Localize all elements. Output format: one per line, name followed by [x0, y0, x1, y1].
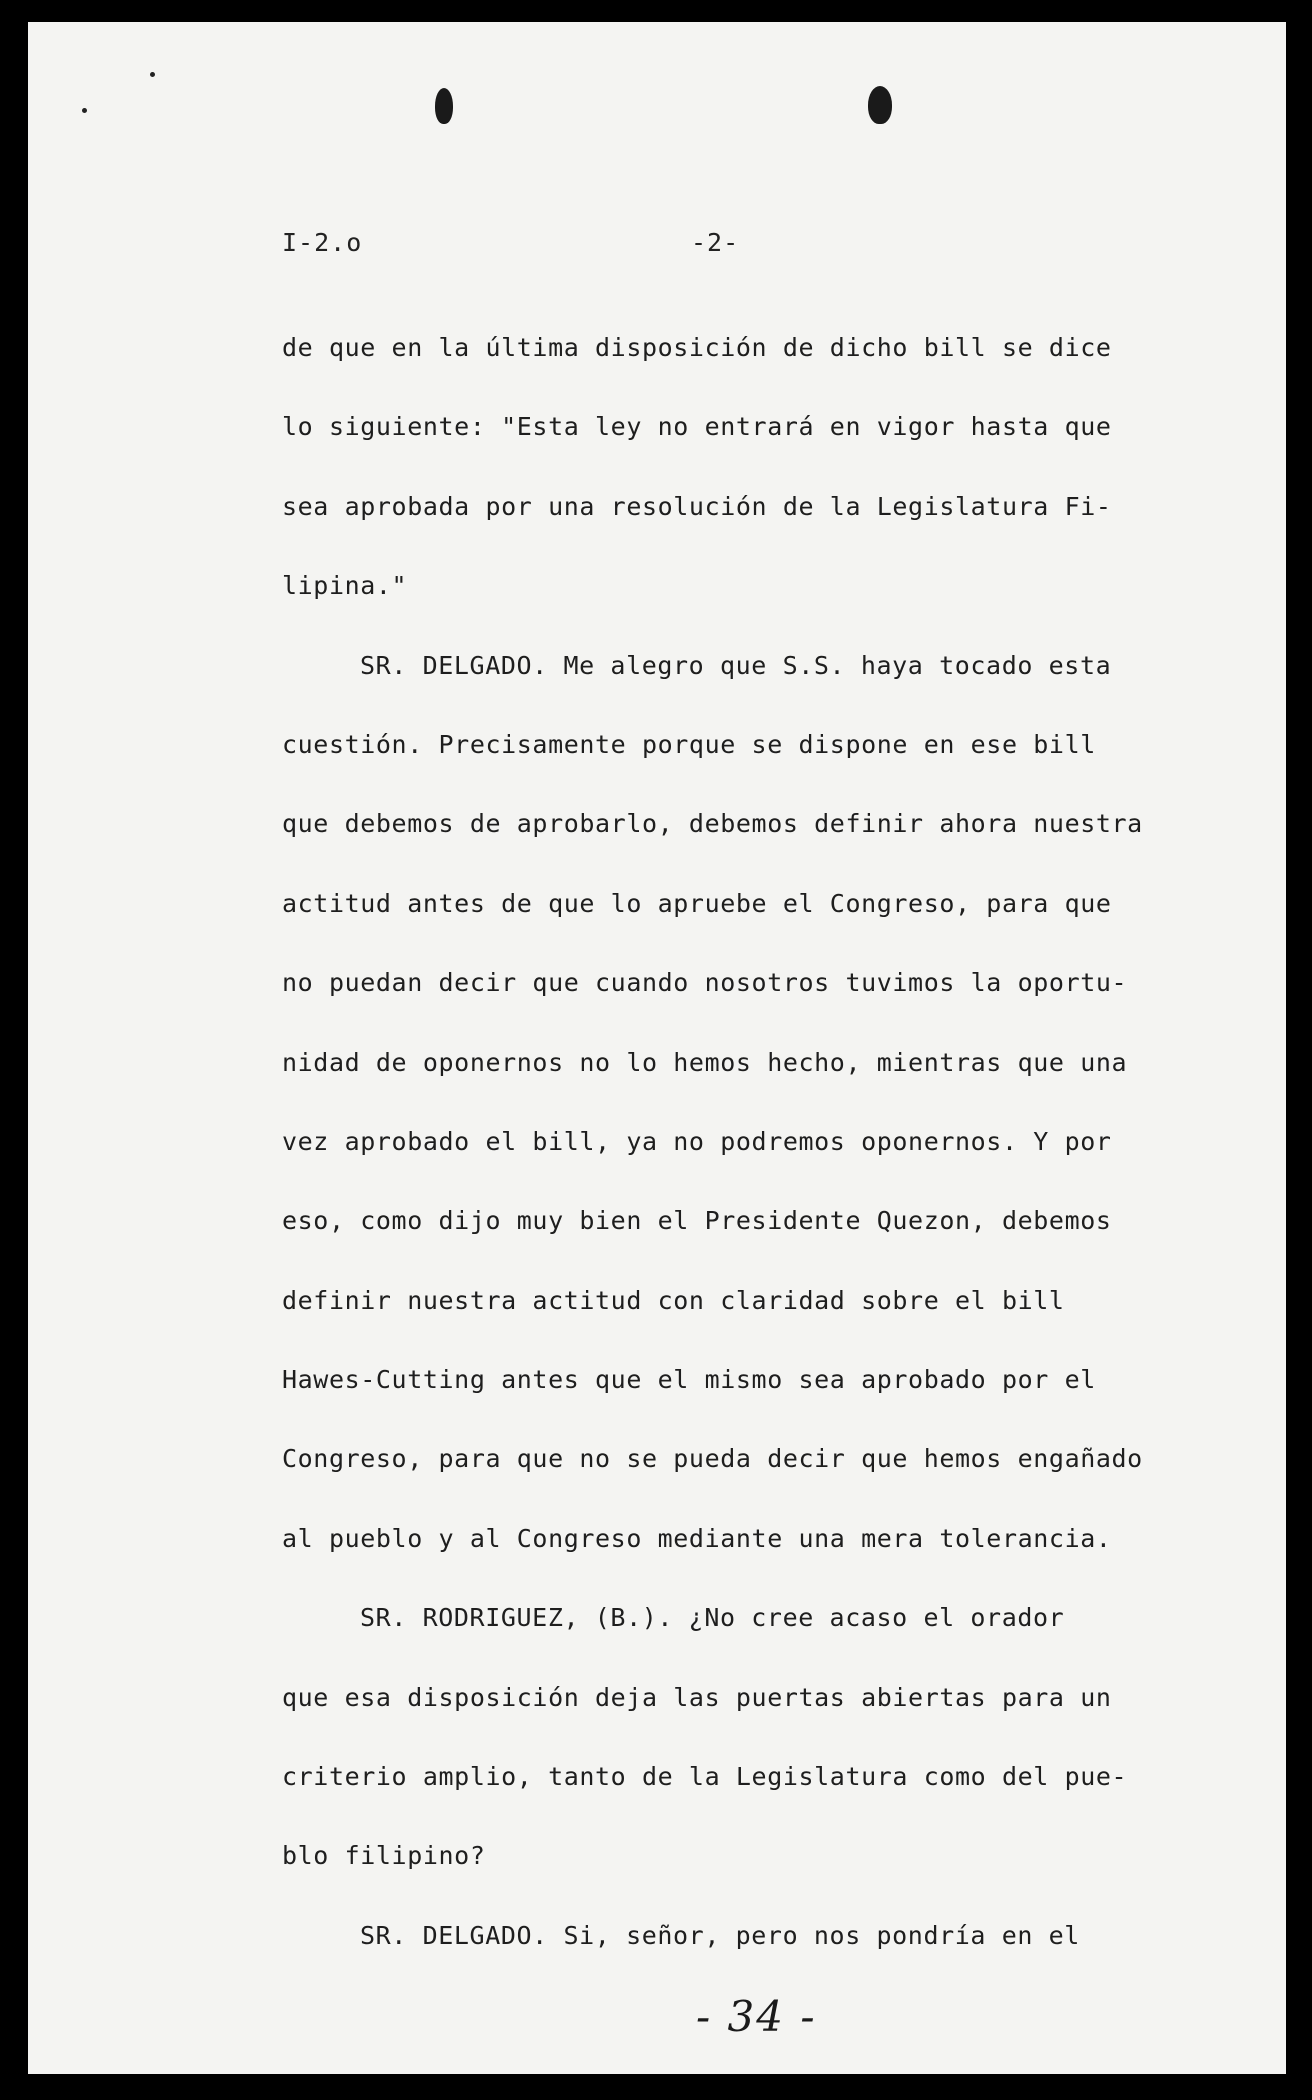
text-line: actitud antes de que lo apruebe el Congreso, para que	[282, 888, 1112, 918]
text-line: SR. DELGADO. Me alegro que S.S. haya tocado esta	[360, 650, 1112, 680]
text-line: no puedan decir que cuando nosotros tuvimos la oportu-	[282, 968, 1128, 998]
text-line: eso, como dijo muy bien el Presidente Quezon, debemos	[282, 1206, 1112, 1236]
punch-hole-left	[435, 88, 453, 124]
text-line: SR. DELGADO. Si, señor, pero nos pondría en el	[360, 1920, 1080, 1950]
text-line: nidad de oponernos no lo hemos hecho, mientras que una	[282, 1047, 1128, 1077]
text-line: definir nuestra actitud con claridad sobre el bill	[282, 1285, 1065, 1315]
text-line: blo filipino?	[282, 1841, 486, 1871]
text-line: que debemos de aprobarlo, debemos definir ahora nuestra	[282, 809, 1143, 839]
document-code: I-2.o	[282, 228, 363, 257]
ink-speck	[150, 72, 155, 77]
text-line: sea aprobada por una resolución de la Legislatura Fi-	[282, 491, 1112, 521]
handwritten-page-number: - 34 -	[696, 1992, 817, 2041]
text-line: Hawes-Cutting antes que el mismo sea aprobado por el	[282, 1365, 1096, 1395]
text-line: vez aprobado el bill, ya no podremos oponernos. Y por	[282, 1126, 1112, 1156]
text-line: criterio amplio, tanto de la Legislatura como del pue-	[282, 1762, 1128, 1792]
text-line: Congreso, para que no se pueda decir que hemos engañado	[282, 1444, 1143, 1474]
text-line: que esa disposición deja las puertas abiertas para un	[282, 1682, 1112, 1712]
text-line: al pueblo y al Congreso mediante una mera tolerancia.	[282, 1523, 1112, 1553]
text-line: cuestión. Precisamente porque se dispone en ese bill	[282, 729, 1096, 759]
text-line: lipina."	[282, 571, 408, 601]
text-line: lo siguiente: "Esta ley no entrará en vigor hasta que	[282, 412, 1112, 442]
text-line: de que en la última disposición de dicho bill se dice	[282, 333, 1112, 362]
page-header	[28, 228, 1286, 268]
body-text	[282, 328, 1182, 1995]
page-label: -2-	[691, 228, 740, 257]
text-line: SR. RODRIGUEZ, (B.). ¿No cree acaso el orador	[360, 1603, 1065, 1633]
ink-speck	[82, 108, 87, 113]
document-page	[28, 22, 1286, 2074]
punch-hole-right	[868, 86, 892, 124]
